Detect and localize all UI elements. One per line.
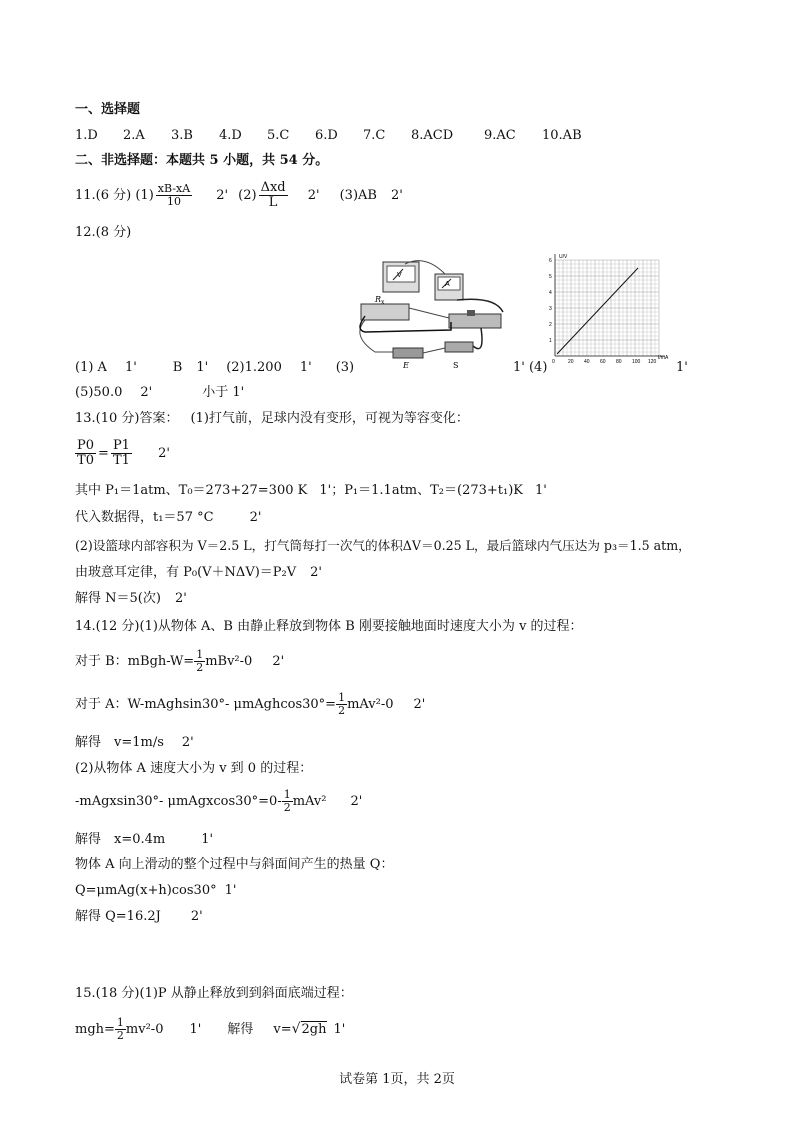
section-1-title: 一、选择题 — [75, 102, 141, 117]
q14-eq-2: -mAgxsin30°- μmAgxcos30°=0- $\frac{1}{2}$ mAv² 2' — [75, 788, 363, 814]
q14-heat: 物体 A 向上滑动的整个过程中与斜面间产生的热量 Q： — [75, 857, 394, 872]
graph-grid — [555, 260, 659, 356]
resistor-label: R — [375, 295, 382, 304]
x-tick-label: 60 — [600, 359, 606, 365]
voltmeter-label: V — [397, 272, 402, 279]
choice-3: 3.B — [171, 128, 193, 143]
choice-9: 9.AC — [484, 128, 516, 143]
x-tick-label: 120 — [648, 359, 657, 365]
q14-sol-2: 解得 x=0.4m 1' — [75, 832, 214, 847]
q11-line: 11.(6 分) (1) $\frac{xB-xA}{10}$ 2' (2) $\frac{\text{Δxd}}{L}$ 2' (3)AB 2' — [75, 180, 403, 210]
q14-sol-3: 解得 Q=16.2J 2' — [75, 909, 203, 924]
section-2-title: 二、非选择题：本题共 5 小题，共 54 分。 — [75, 153, 329, 168]
x-tick-label: 80 — [616, 359, 622, 365]
q14-part-2: (2)从物体 A 速度大小为 v 到 0 的过程： — [75, 761, 313, 776]
y-tick-label: 6 — [549, 258, 552, 264]
x-tick-label: 20 — [568, 359, 574, 365]
resistor-subscript: x — [381, 299, 385, 306]
choice-8: 8.ACD — [411, 128, 454, 143]
q14-eq-a: 对于 A：W-mAghsin30°- μmAghcos30°= $\frac{1}{2}$ mAv²-0 2' — [75, 691, 426, 717]
q14-heat-eq: Q=μmAg(x+h)cos30° 1' — [75, 883, 237, 898]
q12-head: 12.(8 分) — [75, 225, 132, 240]
y-tick-label: 3 — [549, 306, 552, 312]
q12-line-1: (1) A 1' B 1' (2)1.200 1' (3) — [75, 360, 355, 375]
graph-x-label: I/mA — [658, 355, 669, 361]
graph-y-label: U/V — [559, 254, 568, 260]
choice-4: 4.D — [219, 128, 242, 143]
q12-line-1-score-3: 1' (4) — [513, 360, 548, 375]
q14-head: 14.(12 分)(1)从物体 A、B 由静止释放到物体 B 刚要接触地面时速度大小为 v 的过程： — [75, 619, 583, 634]
ammeter-label: A — [445, 281, 450, 288]
choice-6: 6.D — [315, 128, 338, 143]
q13-line-3: 其中 P₁＝1atm、T₀＝273+27=300 K 1'；P₁＝1.1atm、T₂＝(273+t₁)K 1' — [75, 483, 547, 498]
graph-data-line — [557, 268, 638, 354]
q11-fraction-1: $\frac{xB-xA}{10}$ — [157, 182, 191, 208]
q13-line-5: (2)设篮球内部容积为 V＝2.5 L，打气筒每打一次气的体积ΔV＝0.25 L，最后篮球内气压达为 p₃＝1.5 atm， — [75, 538, 691, 553]
choice-5: 5.C — [267, 128, 290, 143]
q13-line-4: 代入数据得，t₁＝57 °C 2' — [75, 510, 262, 525]
y-tick-label: 4 — [549, 290, 552, 296]
x-tick-label: 100 — [632, 359, 641, 365]
q13-equation: $\frac{P0}{T0}$ = $\frac{P1}{T1}$ 2' — [77, 438, 170, 468]
q11-fraction-2: $\frac{\text{Δxd}}{L}$ — [260, 180, 286, 210]
choice-2: 2.A — [123, 128, 145, 143]
battery-label: E — [403, 361, 409, 370]
page-footer: 试卷第 1页，共 2页 — [339, 1072, 455, 1087]
y-tick-label: 1 — [549, 338, 552, 344]
x-tick-label: 0 — [552, 359, 555, 365]
q15-eq: mgh= $\frac{1}{2}$ mv²-0 1' 解得 v=√2gh 1' — [75, 1016, 346, 1042]
circuit-diagram — [345, 256, 510, 371]
choice-1: 1.D — [75, 128, 98, 143]
q12-line-2: (5)50.0 2' 小于 1' — [75, 385, 245, 400]
q14-eq-b: 对于 B：mBgh-W= $\frac{1}{2}$ mBv²-0 2' — [75, 648, 285, 674]
x-tick-label: 40 — [584, 359, 590, 365]
u-i-graph — [537, 250, 672, 368]
q12-line-1-score-4: 1' — [676, 360, 688, 375]
choice-7: 7.C — [363, 128, 386, 143]
q14-sol-1: 解得 v=1m/s 2' — [75, 735, 194, 750]
choice-10: 10.AB — [542, 128, 582, 143]
q13-line-7: 解得 N＝5(次) 2' — [75, 591, 187, 606]
choice-answers — [75, 128, 582, 144]
q15-head: 15.(18 分)(1)P 从静止释放到到斜面底端过程： — [75, 986, 353, 1001]
q13-line-6: 由玻意耳定律，有 P₀(V＋NΔV)＝P₂V 2' — [75, 565, 322, 580]
switch-label: S — [453, 361, 459, 370]
y-tick-label: 5 — [549, 274, 552, 280]
q13-head: 13.(10 分)答案： (1)打气前，足球内没有变形，可视为等容变化： — [75, 411, 469, 426]
y-tick-label: 2 — [549, 322, 552, 328]
